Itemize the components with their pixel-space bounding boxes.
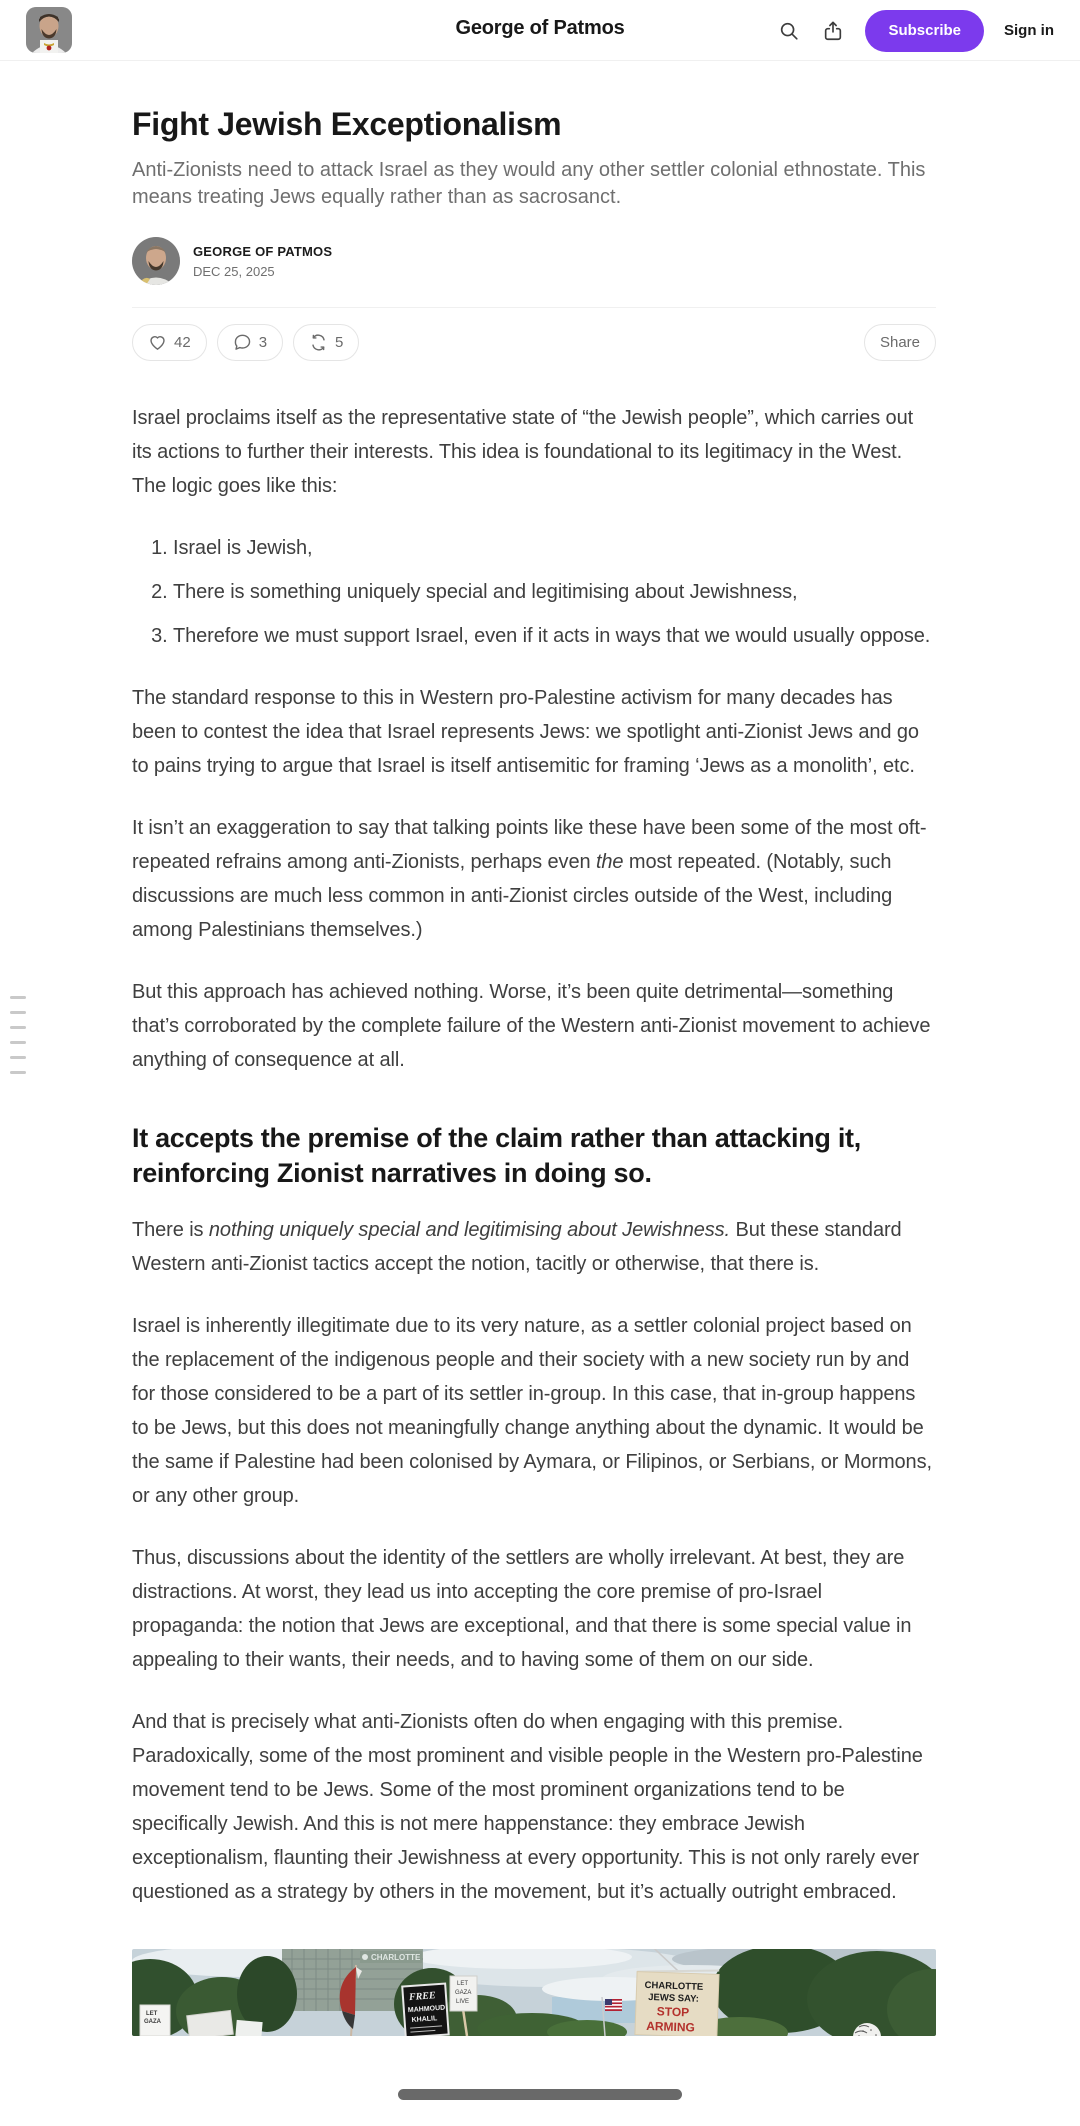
subscribe-button[interactable]: Subscribe — [865, 10, 984, 52]
byline — [132, 237, 936, 285]
post-image[interactable] — [132, 1949, 936, 2036]
numbered-list — [132, 531, 936, 653]
sign-let-gaza-line1: LET — [146, 2011, 158, 2017]
paragraph: It isn’t an exaggeration to say that talking points like these have been some of the most oft-repeated refrains among anti-Zionists, perhaps even the most repeated. (Notably, such discussions are much less common in anti-Zionist circles outside of the West, including among Palestinians themselves.) — [132, 817, 927, 941]
divider — [132, 307, 936, 308]
restack-count: 5 — [335, 334, 344, 351]
post-column — [132, 105, 936, 2036]
paragraph: There is nothing uniquely special and legitimising about Jewishness. But these standard Western anti-Zionist tactics accept the notion, tacitly or otherwise, that there is. — [132, 1219, 902, 1275]
article-body — [132, 401, 936, 1909]
sign-free-line3: KHALIL — [411, 2015, 438, 2024]
toc-dash — [10, 1011, 26, 1014]
top-navigation-bar — [0, 0, 1080, 61]
share-icon[interactable] — [821, 19, 845, 43]
paragraph: Israel is inherently illegitimate due to its very nature, as a settler colonial project based on the replacement of the indigenous people and their society with a new society run by and for those considered to be a part of its settler in-group. In this case, that in-group happens to be Jews, but this does not meaningfully change anything about the dynamic. It would be the same if Palestine had been colonised by Aymara, or Filipinos, or Serbians, or Mormons, or any other group. — [132, 1315, 932, 1507]
toc-dash — [10, 1071, 26, 1074]
list-item: 2. There is something uniquely special and legitimising about Jewishness, — [173, 575, 936, 609]
banner-line2: JEWS SAY: — [648, 1991, 700, 2005]
post-actions-row — [132, 324, 936, 361]
comment-button[interactable] — [217, 324, 283, 361]
banner-line1: CHARLOTTE — [644, 1979, 704, 1993]
list-item: 3. Therefore we must support Israel, even if it acts in ways that we would usually oppose. — [173, 619, 936, 653]
author-name[interactable]: GEORGE OF PATMOS — [193, 243, 333, 259]
byline-text — [193, 244, 332, 279]
sign-free-line1: FREE — [408, 1990, 437, 2004]
banner-line3: STOP — [656, 2004, 690, 2020]
sign-live-line1: LET — [457, 1981, 469, 1987]
comment-icon — [233, 333, 252, 352]
sign-live-line3: LIVE — [456, 1999, 470, 2005]
post-subtitle: Anti-Zionists need to attack Israel as they would any other settler colonial ethnostate. This means treating Jews equally rather than as sacrosanct. — [132, 159, 926, 208]
banner-line4: ARMING — [645, 2018, 696, 2035]
paragraph: The standard response to this in Western pro-Palestine activism for many decades has been to contest the idea that Israel represents Jews: we spotlight anti-Zionist Jews and go to pains trying to argue that Israel is itself antisemitic for framing ‘Jews as a monolith’, etc. — [132, 687, 919, 777]
comment-count: 3 — [258, 334, 268, 351]
paragraph: Israel proclaims itself as the representative state of “the Jewish people”, which carries out its actions to further their interests. This idea is foundational to its legitimacy in the West. The logic goes like this: — [132, 407, 914, 497]
building-sign-text: CHARLOTTE — [371, 1953, 421, 1962]
sign-let-gaza-line2: GAZA — [144, 2019, 161, 2025]
restack-icon — [309, 333, 328, 352]
scrollbar-thumb[interactable] — [398, 2089, 682, 2100]
signin-link[interactable]: Sign in — [1004, 22, 1054, 39]
toc-dash — [10, 1041, 26, 1044]
author-avatar[interactable] — [132, 237, 180, 285]
like-count: 42 — [174, 334, 191, 351]
post-date: DEC 25, 2025 — [193, 263, 275, 279]
paragraph: But this approach has achieved nothing. Worse, it’s been quite detrimental—something that’s corroborated by the complete failure of the Western anti-Zionist movement to achieve anything of consequence at all. — [132, 981, 931, 1071]
list-item: 1. Israel is Jewish, — [173, 531, 936, 565]
toc-dash — [10, 996, 26, 999]
section-heading: It accepts the premise of the claim rather than attacking it, reinforcing Zionist narratives in doing so. — [132, 1123, 861, 1188]
paragraph: And that is precisely what anti-Zionists often do when engaging with this premise. Paradoxically, some of the most prominent and visible people in the Western pro-Palestine movement tend to be Jews. Some of the most prominent organizations tend to be specifically Jewish. And this is not mere happenstance: they embrace Jewish exceptionalism, flaunting their Jewishness at every opportunity. This is not only rarely ever questioned as a strategy by others in the movement, but it’s actually outright embraced. — [132, 1711, 923, 1903]
like-button[interactable] — [132, 324, 207, 361]
topbar-actions — [777, 0, 1054, 61]
heart-icon — [148, 333, 167, 352]
publication-title: George of Patmos — [455, 17, 625, 39]
share-button[interactable]: Share — [864, 324, 936, 361]
paragraph: Thus, discussions about the identity of the settlers are wholly irrelevant. At best, they are distractions. At worst, they lead us into accepting the core premise of pro-Israel propaganda: the notion that Jews are exceptional, and that there is some special value in appealing to their wants, their needs, and to having some of them on our side. — [132, 1547, 912, 1671]
restack-button[interactable] — [293, 324, 359, 361]
toc-outline-indicator[interactable] — [10, 996, 26, 1074]
sign-live-line2: GAZA — [455, 1990, 472, 1996]
toc-dash — [10, 1026, 26, 1029]
post-title: Fight Jewish Exceptionalism — [132, 106, 562, 142]
sign-free-line2: MAHMOUD — [407, 2004, 446, 2015]
search-icon[interactable] — [777, 19, 801, 43]
toc-dash — [10, 1056, 26, 1059]
author-avatar-image — [132, 237, 180, 285]
protest-photo — [132, 1949, 936, 2036]
